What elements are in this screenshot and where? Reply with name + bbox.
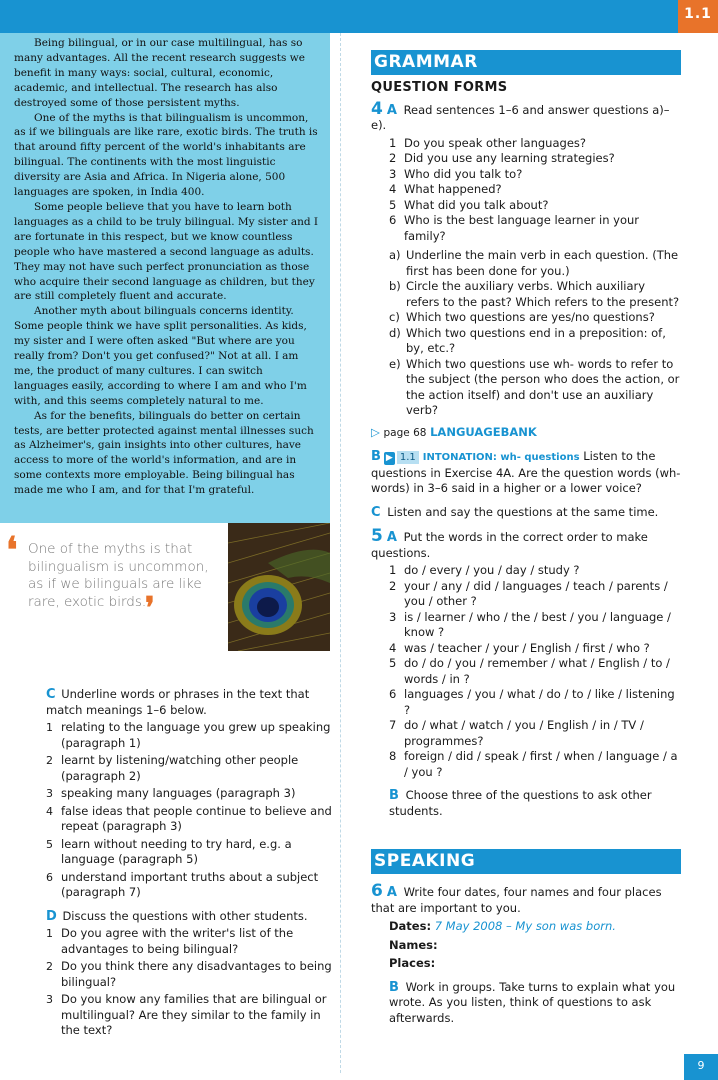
left-exercises bbox=[46, 687, 336, 1039]
exercise-number: 4 bbox=[371, 98, 383, 119]
article-paragraph: Another myth about bilinguals concerns identity. Some people think we have split personalities. As kids, my sister and I were often asked "But where are you really from? Don't you get confused?" Not at all. I am me, the product of many cultures. I can switch languages easily, according to where I am and who I'm with, and this seems completely natural to me. bbox=[14, 305, 307, 407]
exercise-letter: C bbox=[46, 687, 56, 702]
list-item: 1 relating to the language you grew up speaking (paragraph 1) bbox=[46, 720, 331, 750]
list-item: 2 learnt by listening/watching other people (paragraph 2) bbox=[46, 753, 299, 783]
article-paragraph: Some people believe that you have to learn both languages as a child to be truly bilingual. My sister and I are fortunate in this respect, but we know countless people who have mastered a second language as adults. They may not have such perfect pronunciation as those who acquire their second language as children, but they are still completely fluent and accurate. bbox=[14, 200, 319, 303]
exercise-instruction: Read sentences 1–6 and answer questions a)–e). bbox=[371, 102, 670, 132]
list-item: a) Underline the main verb in each question. (The first has been done for you.) bbox=[389, 248, 679, 278]
article-text bbox=[14, 36, 320, 498]
play-triangle-icon: ▷ bbox=[371, 424, 380, 439]
list-item: 5 do / do / you / remember / what / English / to / words / in ? bbox=[389, 656, 670, 686]
exercise-number: 5 bbox=[371, 526, 383, 546]
exercise-letter: C bbox=[371, 504, 381, 520]
exercise-5a-heading bbox=[371, 526, 681, 561]
exercise-instruction: Write four dates, four names and four places that are important to you. bbox=[371, 885, 662, 915]
quote-open-icon: ❛ bbox=[6, 529, 18, 571]
exercise-6b: B Work in groups. Take turns to explain what you wrote. As you listen, think of questions to ask afterwards. bbox=[389, 979, 676, 1025]
audio-icon[interactable]: ▶ bbox=[385, 453, 393, 463]
exercise-letter: A bbox=[386, 102, 397, 118]
unit-code: 1.1 bbox=[684, 6, 712, 22]
list-item: 2 Do you think there any disadvantages to being bilingual? bbox=[46, 959, 332, 989]
list-item: 6 Who is the best language learner in your family? bbox=[389, 213, 640, 243]
article-paragraph: Being bilingual, or in our case multilingual, has so many advantages. All the recent research suggests we benefit in many ways: social, cultural, economic, academic, and intellectual. The research has also destroyed some of those persistent myths. bbox=[14, 37, 305, 109]
page-number: 9 bbox=[684, 1054, 718, 1080]
list-item: 1 Do you agree with the writer's list of the advantages to being bilingual? bbox=[46, 926, 294, 956]
list-item: 5 learn without needing to try hard, e.g. a language (paragraph 5) bbox=[46, 836, 292, 866]
list-item: 2 your / any / did / languages / teach / parents / you / other ? bbox=[389, 578, 668, 608]
exercise-4b: B ▶ 1.1 INTONATION: wh- questions Listen to the questions in Exercise 4A. Are the question words (wh- words) in 3–6 said in a higher or a lower voice? bbox=[371, 449, 681, 495]
exercise-6a-heading bbox=[371, 881, 681, 916]
list-item: 1 do / every / you / day / study ? bbox=[389, 563, 580, 577]
dates-line: Dates: 7 May 2008 – My son was born. bbox=[389, 919, 616, 933]
right-column bbox=[371, 50, 681, 1026]
list-item: 6 understand important truths about a subject (paragraph 7) bbox=[46, 869, 319, 899]
list-item: 4 false ideas that people continue to believe and repeat (paragraph 3) bbox=[46, 803, 332, 833]
exercise-letter: D bbox=[46, 908, 57, 924]
list-item: e) Which two questions use wh- words to refer to the subject (the person who does the action, or the action itself) and don't use an auxiliary verb? bbox=[389, 356, 680, 417]
names-line: Names: bbox=[389, 937, 438, 952]
list-item: 5 What did you talk about? bbox=[389, 197, 549, 212]
exercise-letter: A bbox=[386, 885, 397, 900]
list-item: 1 Do you speak other languages? bbox=[389, 135, 586, 150]
list-item: 4 What happened? bbox=[389, 182, 502, 196]
list-item: 8 foreign / did / speak / first / when / language / a / you ? bbox=[389, 749, 678, 779]
exercise-number: 6 bbox=[371, 881, 383, 901]
list-item: 2 Did you use any learning strategies? bbox=[389, 151, 615, 165]
list-item: 6 languages / you / what / do / to / like / listening ? bbox=[389, 687, 675, 717]
exercise-4a-heading bbox=[371, 98, 681, 134]
audio-track[interactable]: 1.1 bbox=[397, 451, 419, 464]
exercise-c-heading bbox=[46, 687, 336, 718]
quote-close-icon: ❜ bbox=[145, 591, 155, 626]
exercise-instruction: Put the words in the correct order to make questions. bbox=[371, 530, 648, 560]
list-item: c) Which two questions are yes/no questions? bbox=[389, 310, 655, 324]
list-item: 3 Who did you talk to? bbox=[389, 166, 523, 181]
exercise-letter: B bbox=[389, 788, 399, 803]
exercise-instruction: Discuss the questions with other students. bbox=[62, 908, 308, 923]
pull-quote: One of the myths is that bilingualism is uncommon, as if we bilinguals are like rare, exotic birds. bbox=[28, 541, 209, 610]
exercise-letter: B bbox=[389, 979, 399, 995]
list-item: 3 speaking many languages (paragraph 3) bbox=[46, 786, 296, 800]
list-item: 7 do / what / watch / you / English / in / TV / programmes? bbox=[389, 718, 644, 748]
exercise-instruction: Underline words or phrases in the text that match meanings 1–6 below. bbox=[46, 687, 310, 717]
list-item: 4 was / teacher / your / English / first / who ? bbox=[389, 640, 650, 655]
speaking-banner: SPEAKING bbox=[371, 849, 681, 874]
exercise-letter: A bbox=[386, 530, 397, 545]
top-bar bbox=[0, 0, 718, 33]
exercise-5b: B Choose three of the questions to ask other students. bbox=[389, 788, 652, 818]
top-bar-band bbox=[0, 0, 678, 33]
exercise-4c: C Listen and say the questions at the same time. bbox=[371, 504, 659, 520]
list-item: d) Which two questions end in a preposition: of, by, etc.? bbox=[389, 325, 666, 355]
list-item: 3 is / learner / who / the / best / you / language / know ? bbox=[389, 609, 671, 639]
peacock-feather-image bbox=[228, 523, 330, 651]
grammar-subhead: QUESTION FORMS bbox=[371, 80, 508, 95]
article-paragraph: One of the myths is that bilingualism is uncommon, as if we bilinguals are like rare, exotic birds. The truth is that around fifty percent of the world's inhabitants are bilingual. The continents with the most linguistic diversity are Asia and Africa. In Nigeria alone, 500 languages are spoken, in India 400. bbox=[14, 111, 318, 199]
grammar-banner: GRAMMAR bbox=[371, 50, 681, 75]
exercise-d-heading bbox=[46, 909, 336, 925]
list-item: b) Circle the auxiliary verbs. Which auxiliary refers to the past? Which refers to the present? bbox=[389, 279, 680, 309]
list-item: 3 Do you know any families that are bilingual or multilingual? Are they similar to the family in the text? bbox=[46, 992, 327, 1037]
exercise-letter: B bbox=[371, 449, 381, 464]
article-paragraph: As for the benefits, bilinguals do better on certain tests, are better protected against mental illnesses such as Alzheimer's, gain insights into other cultures, have access to more of the world's information, and are in some contexts more employable. Being bilingual has made me who I am, and for that I'm grateful. bbox=[14, 409, 314, 497]
places-line: Places: bbox=[389, 956, 436, 970]
languagebank-link[interactable]: ▷ page 68 LANGUAGEBANK bbox=[371, 424, 537, 439]
column-divider bbox=[340, 33, 341, 1073]
